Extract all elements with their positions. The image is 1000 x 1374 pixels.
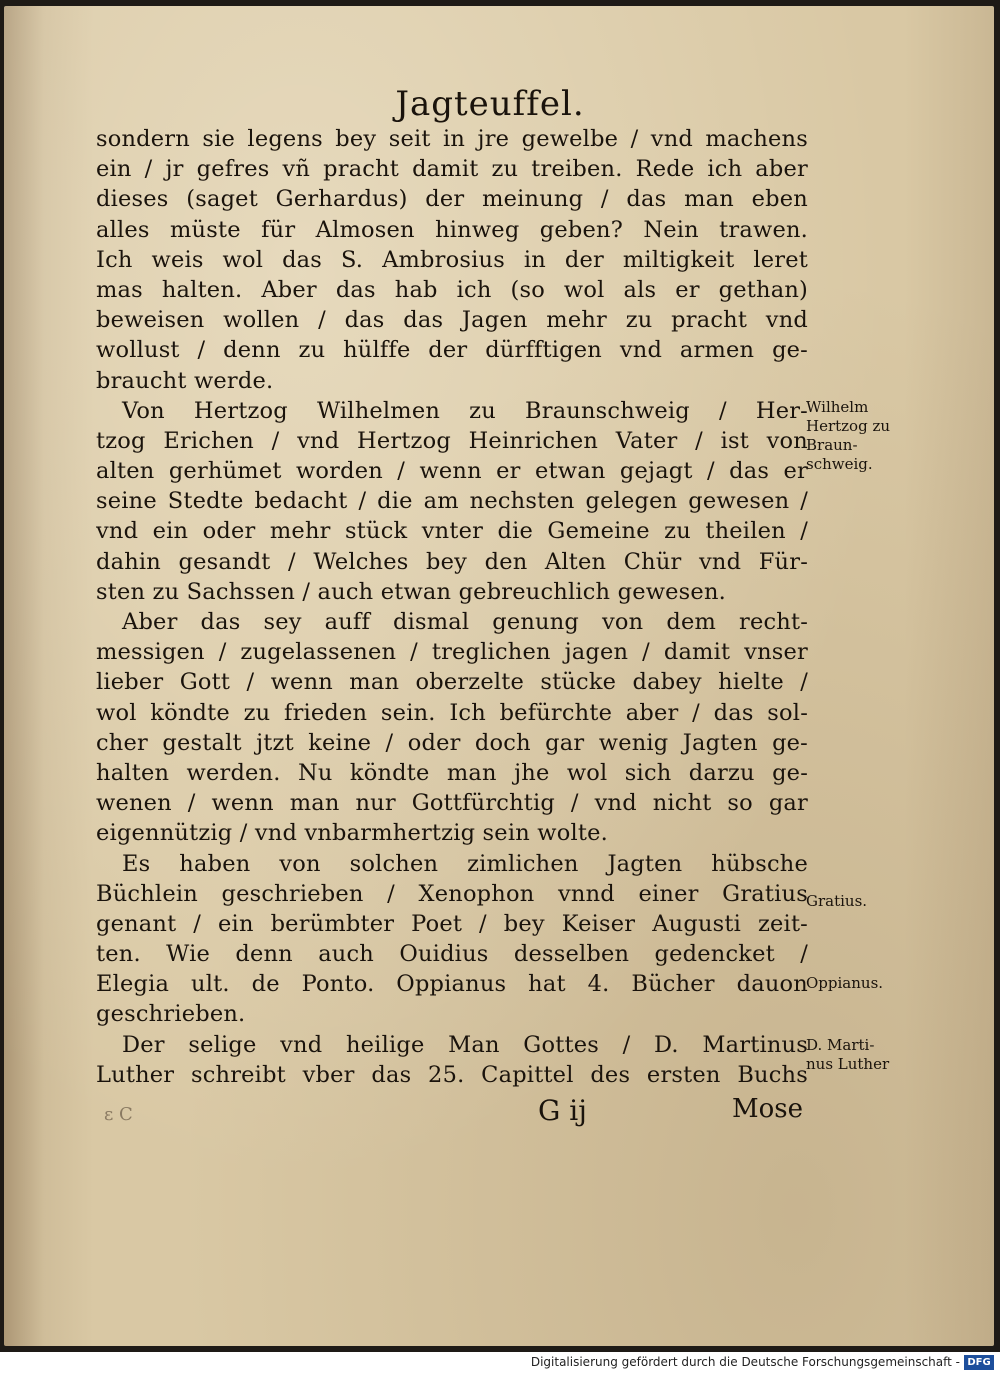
margin-note-line: Hertzog zu bbox=[806, 417, 891, 435]
text-line: genant / ein berümbter Poet / bey Keiser Augusti zeit- bbox=[96, 910, 808, 937]
margin-note-line: schweig. bbox=[806, 455, 873, 473]
catchword: Mose bbox=[732, 1094, 804, 1124]
text-line: wollust / denn zu hülffe der dürfftigen vnd armen ge- bbox=[96, 337, 808, 364]
text-line: ein / jr gefres vñ pracht damit zu treiben. Rede ich aber bbox=[96, 156, 808, 183]
text-line: Elegia ult. de Ponto. Oppianus hat 4. Bücher dauon bbox=[96, 971, 808, 998]
text-line: dahin gesandt / Welches bey den Alten Chür vnd Für- bbox=[96, 548, 808, 575]
text-line: cher gestalt jtzt keine / oder doch gar wenig Jagten ge- bbox=[96, 729, 808, 756]
text-line: ten. Wie denn auch Ouidius desselben gedencket / bbox=[96, 941, 808, 968]
signature-mark: G ij bbox=[538, 1094, 587, 1127]
funding-credit: Digitalisierung gefördert durch die Deutsche Forschungsgemeinschaft - bbox=[530, 1355, 960, 1369]
text-line: alten gerhümet worden / wenn er etwan gejagt / das er bbox=[96, 458, 808, 485]
running-header bbox=[0, 82, 1000, 126]
text-line: geschrieben. bbox=[96, 1001, 246, 1028]
dfg-logo[interactable]: DFG bbox=[964, 1355, 994, 1370]
margin-note-oppianus bbox=[806, 974, 904, 993]
text-line: vnd ein oder mehr stück vnter die Gemeine zu theilen / bbox=[96, 518, 808, 545]
footer-bar bbox=[0, 1352, 1000, 1374]
text-line: alles müste für Almosen hinweg geben? Nein trawen. bbox=[96, 216, 808, 243]
text-line: beweisen wollen / das das Jagen mehr zu pracht vnd bbox=[96, 307, 808, 334]
margin-note-line: Braun- bbox=[806, 436, 858, 454]
margin-note-line: D. Marti- bbox=[806, 1036, 875, 1054]
margin-note-line: Oppianus. bbox=[806, 974, 884, 992]
text-line: lieber Gott / wenn man oberzelte stücke dabey hielte / bbox=[96, 669, 808, 696]
text-line: mas halten. Aber das hab ich (so wol als er gethan) bbox=[96, 276, 808, 303]
text-line: messigen / zugelassenen / treglichen jagen / damit vnser bbox=[96, 639, 808, 666]
margin-note-line: Gratius. bbox=[806, 892, 868, 910]
text-line: eigennützig / vnd vnbarmhertzig sein wolte. bbox=[96, 820, 608, 847]
text-line: wol köndte zu frieden sein. Ich befürchte aber / das sol- bbox=[96, 699, 808, 726]
text-line: seine Stedte bedacht / die am nechsten gelegen gewesen / bbox=[96, 488, 808, 515]
text-line: Luther schreibt vber das 25. Capittel des ersten Buchs bbox=[96, 1061, 808, 1088]
text-line: wenen / wenn man nur Gottfürchtig / vnd nicht so gar bbox=[96, 790, 808, 817]
margin-note-wilhelm bbox=[806, 398, 904, 474]
running-title: Jagteuffel. bbox=[395, 84, 585, 124]
text-line: sondern sie legens bey seit in jre gewelbe / vnd machens bbox=[96, 126, 808, 152]
body-text bbox=[96, 124, 808, 1090]
page-foot bbox=[0, 1086, 1000, 1126]
text-line: Der selige vnd heilige Man Gottes / D. Martinus bbox=[122, 1031, 808, 1058]
margin-note-line: nus Luther bbox=[806, 1055, 890, 1073]
text-line: tzog Erichen / vnd Hertzog Heinrichen Vater / ist von bbox=[96, 427, 808, 454]
text-line: Aber das sey auff dismal genung von dem recht- bbox=[122, 609, 808, 635]
text-line: Von Hertzog Wilhelmen zu Braunschweig / Her- bbox=[122, 397, 808, 424]
text-line: braucht werde. bbox=[96, 367, 274, 394]
text-line: sten zu Sachssen / auch etwan gebreuchlich gewesen. bbox=[96, 578, 726, 605]
text-line: Ich weis wol das S. Ambrosius in der miltigkeit leret bbox=[96, 246, 808, 273]
margin-note-gratius bbox=[806, 892, 904, 911]
margin-note-luther bbox=[806, 1036, 904, 1074]
text-line: Es haben von solchen zimlichen Jagten hübsche bbox=[122, 850, 808, 877]
text-line: halten werden. Nu köndte man jhe wol sich darzu ge- bbox=[96, 759, 808, 786]
margin-note-line: Wilhelm bbox=[806, 398, 869, 416]
faint-mark: ɛ C bbox=[104, 1104, 133, 1125]
text-line: Büchlein geschrieben / Xenophon vnnd einer Gratius bbox=[96, 880, 808, 907]
text-line: dieses (saget Gerhardus) der meinung / das man eben bbox=[96, 186, 808, 213]
